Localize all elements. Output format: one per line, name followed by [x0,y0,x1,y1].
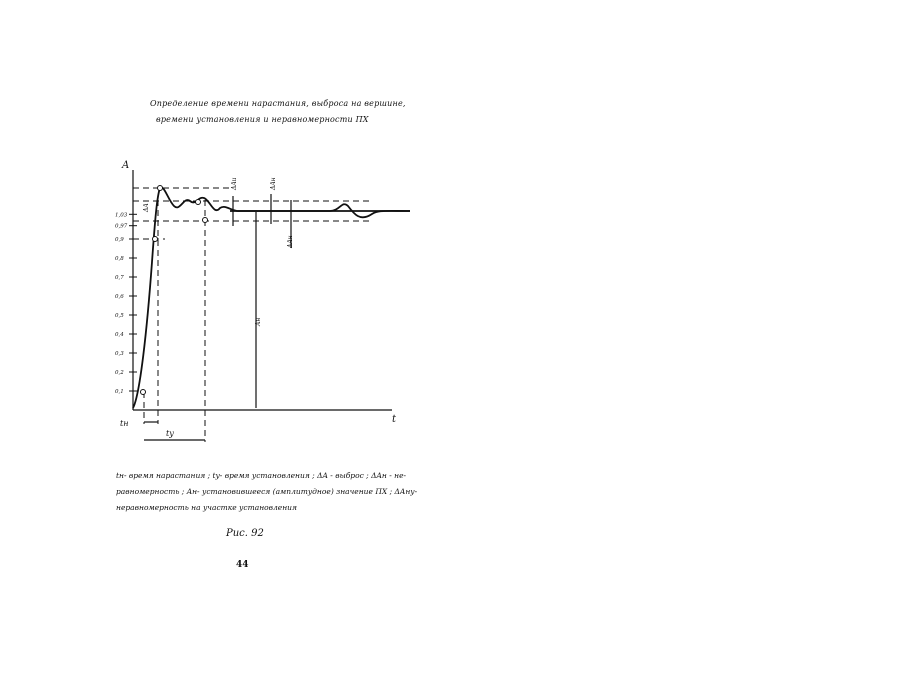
x-axis-label: t [392,414,397,425]
caption-line-3: неравномерность на участке установления [116,503,297,512]
page-number: 44 [236,560,249,570]
label-dAu: ΔAu [231,177,238,190]
marker-01 [141,390,146,395]
title-line-1: Определение времени нарастания, выброса на вершине, [150,99,406,108]
label-ty: ty [166,429,174,438]
y-tick-label: 0,2 [115,370,124,376]
y-tick-label: 0,3 [115,351,124,357]
label-tn: tн [120,419,129,428]
figure-label: Рис. 92 [226,528,264,539]
marker-peak [158,186,163,191]
caption-line-1: tн- время нарастания ; ty- время установления ; ΔA - выброс ; ΔAн - не- [116,471,407,480]
y-tick-label: 0,97 [115,223,128,230]
y-tick-label: 1,03 [115,212,128,219]
marker-09 [153,237,158,242]
title-line-2: времени установления и неравномерности ПХ [156,115,369,124]
dashed-bands [133,188,370,442]
label-dA: ΔA [143,203,150,212]
y-tick-label: 0,6 [115,294,124,300]
caption-line-2: равномерность ; Aн- установившееся (амплитудное) значение ПХ ; ΔAну- [116,487,418,496]
marker-lower [203,218,208,223]
y-tick-label: 0,5 [115,313,124,319]
y-axis-label: A [122,160,130,171]
y-tick-label: 0,1 [115,389,124,395]
y-tick-label: 0,8 [115,256,124,262]
y-tick-label: 0,4 [115,332,124,338]
y-ticks [115,212,137,395]
y-tick-label: 0,9 [115,237,124,243]
label-dAn2: ΔAн [287,235,294,248]
label-dAn: ΔAн [270,177,277,190]
marker-upper [196,200,201,205]
y-tick-label: 0,7 [115,275,124,281]
figure-caption [116,468,416,516]
label-An: Aн [255,317,262,326]
